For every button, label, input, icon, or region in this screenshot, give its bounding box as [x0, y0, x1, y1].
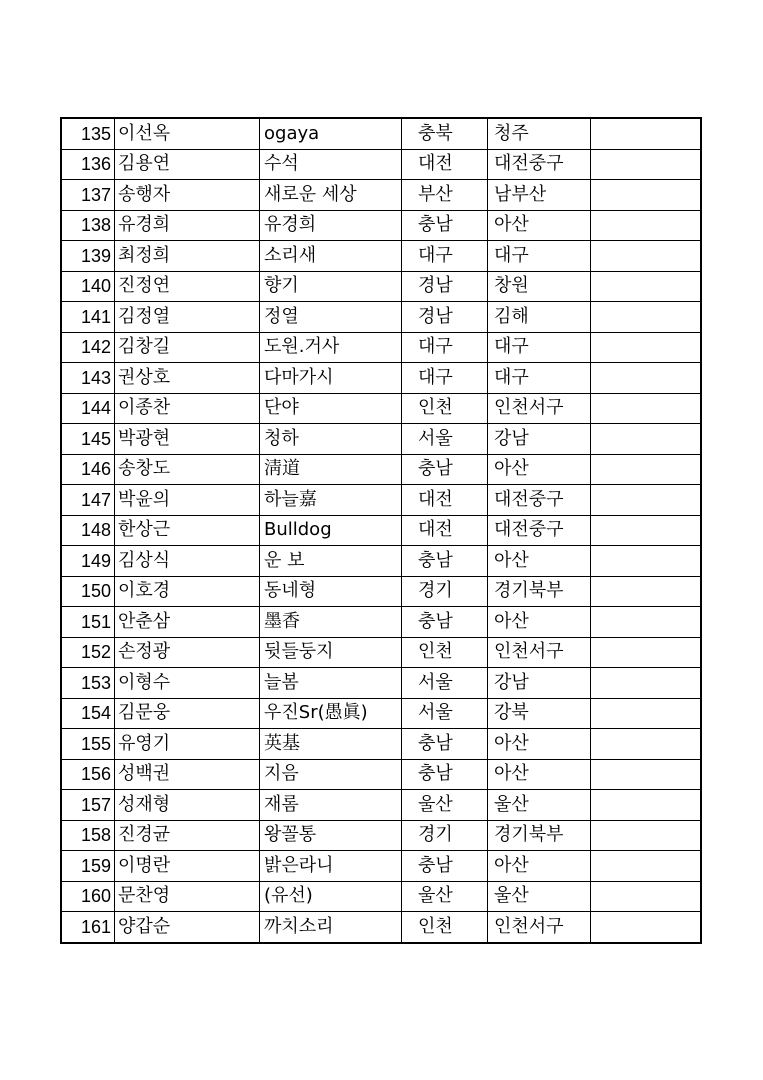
- city-cell: 대전중구: [488, 149, 591, 180]
- table-row: [61, 118, 701, 149]
- city-cell: 경기북부: [488, 576, 591, 607]
- nickname-cell: 墨香: [260, 607, 402, 638]
- table-row: [61, 637, 701, 668]
- region-cell: 충남: [402, 607, 488, 638]
- row-number-cell: 142: [61, 332, 115, 363]
- city-cell: 김해: [488, 302, 591, 333]
- city-cell: 대구: [488, 241, 591, 272]
- member-name-cell: 이선옥: [115, 118, 260, 149]
- region-cell: 서울: [402, 424, 488, 455]
- row-number-cell: 155: [61, 729, 115, 760]
- table-row: [61, 363, 701, 394]
- note-cell: [591, 576, 702, 607]
- table-row: [61, 271, 701, 302]
- nickname-cell: 동네형: [260, 576, 402, 607]
- region-cell: 경기: [402, 820, 488, 851]
- note-cell: [591, 515, 702, 546]
- row-number-cell: 156: [61, 759, 115, 790]
- member-name-cell: 송창도: [115, 454, 260, 485]
- table-row: [61, 881, 701, 912]
- nickname-cell: 淸道: [260, 454, 402, 485]
- row-number-cell: 149: [61, 546, 115, 577]
- city-cell: 울산: [488, 790, 591, 821]
- city-cell: 강북: [488, 698, 591, 729]
- member-name-cell: 권상호: [115, 363, 260, 394]
- table-row: [61, 393, 701, 424]
- region-cell: 충남: [402, 851, 488, 882]
- region-cell: 울산: [402, 881, 488, 912]
- note-cell: [591, 820, 702, 851]
- row-number-cell: 145: [61, 424, 115, 455]
- nickname-cell: Bulldog: [260, 515, 402, 546]
- region-cell: 경남: [402, 302, 488, 333]
- member-name-cell: 최정희: [115, 241, 260, 272]
- region-cell: 충남: [402, 546, 488, 577]
- member-name-cell: 이호경: [115, 576, 260, 607]
- member-name-cell: 송행자: [115, 180, 260, 211]
- member-table-body: [61, 118, 701, 943]
- city-cell: 강남: [488, 668, 591, 699]
- nickname-cell: 도원.거사: [260, 332, 402, 363]
- region-cell: 충남: [402, 210, 488, 241]
- table-row: [61, 820, 701, 851]
- region-cell: 대구: [402, 332, 488, 363]
- member-name-cell: 진경균: [115, 820, 260, 851]
- city-cell: 인천서구: [488, 637, 591, 668]
- nickname-cell: 밝은라니: [260, 851, 402, 882]
- note-cell: [591, 454, 702, 485]
- city-cell: 아산: [488, 546, 591, 577]
- member-name-cell: 유영기: [115, 729, 260, 760]
- member-name-cell: 김창길: [115, 332, 260, 363]
- nickname-cell: 까치소리: [260, 912, 402, 943]
- table-row: [61, 485, 701, 516]
- note-cell: [591, 180, 702, 211]
- row-number-cell: 150: [61, 576, 115, 607]
- row-number-cell: 136: [61, 149, 115, 180]
- nickname-cell: 수석: [260, 149, 402, 180]
- city-cell: 남부산: [488, 180, 591, 211]
- nickname-cell: 늘봄: [260, 668, 402, 699]
- row-number-cell: 159: [61, 851, 115, 882]
- note-cell: [591, 485, 702, 516]
- member-name-cell: 박윤의: [115, 485, 260, 516]
- note-cell: [591, 851, 702, 882]
- row-number-cell: 147: [61, 485, 115, 516]
- region-cell: 대구: [402, 241, 488, 272]
- region-cell: 서울: [402, 698, 488, 729]
- city-cell: 강남: [488, 424, 591, 455]
- row-number-cell: 154: [61, 698, 115, 729]
- row-number-cell: 151: [61, 607, 115, 638]
- note-cell: [591, 241, 702, 272]
- city-cell: 대구: [488, 332, 591, 363]
- region-cell: 대전: [402, 149, 488, 180]
- row-number-cell: 137: [61, 180, 115, 211]
- nickname-cell: 운 보: [260, 546, 402, 577]
- region-cell: 인천: [402, 912, 488, 943]
- note-cell: [591, 912, 702, 943]
- member-name-cell: 김상식: [115, 546, 260, 577]
- member-name-cell: 손정광: [115, 637, 260, 668]
- note-cell: [591, 668, 702, 699]
- region-cell: 울산: [402, 790, 488, 821]
- city-cell: 대전중구: [488, 485, 591, 516]
- city-cell: 아산: [488, 210, 591, 241]
- note-cell: [591, 149, 702, 180]
- member-name-cell: 김정열: [115, 302, 260, 333]
- nickname-cell: 뒷들둥지: [260, 637, 402, 668]
- member-name-cell: 안춘삼: [115, 607, 260, 638]
- city-cell: 아산: [488, 454, 591, 485]
- region-cell: 경기: [402, 576, 488, 607]
- row-number-cell: 144: [61, 393, 115, 424]
- city-cell: 청주: [488, 118, 591, 149]
- row-number-cell: 161: [61, 912, 115, 943]
- note-cell: [591, 118, 702, 149]
- nickname-cell: 유경희: [260, 210, 402, 241]
- member-name-cell: 성재형: [115, 790, 260, 821]
- row-number-cell: 143: [61, 363, 115, 394]
- table-row: [61, 515, 701, 546]
- table-row: [61, 790, 701, 821]
- row-number-cell: 153: [61, 668, 115, 699]
- region-cell: 대구: [402, 363, 488, 394]
- nickname-cell: 재롬: [260, 790, 402, 821]
- member-name-cell: 문찬영: [115, 881, 260, 912]
- row-number-cell: 152: [61, 637, 115, 668]
- table-row: [61, 454, 701, 485]
- region-cell: 대전: [402, 515, 488, 546]
- table-row: [61, 698, 701, 729]
- member-name-cell: 이종찬: [115, 393, 260, 424]
- note-cell: [591, 698, 702, 729]
- table-row: [61, 912, 701, 943]
- table-row: [61, 332, 701, 363]
- region-cell: 충남: [402, 454, 488, 485]
- city-cell: 울산: [488, 881, 591, 912]
- member-name-cell: 양갑순: [115, 912, 260, 943]
- nickname-cell: 우진Sr(愚眞): [260, 698, 402, 729]
- city-cell: 아산: [488, 607, 591, 638]
- table-row: [61, 851, 701, 882]
- city-cell: 인천서구: [488, 912, 591, 943]
- region-cell: 서울: [402, 668, 488, 699]
- city-cell: 경기북부: [488, 820, 591, 851]
- note-cell: [591, 210, 702, 241]
- row-number-cell: 141: [61, 302, 115, 333]
- table-row: [61, 241, 701, 272]
- table-row: [61, 759, 701, 790]
- member-name-cell: 이명란: [115, 851, 260, 882]
- member-name-cell: 박광현: [115, 424, 260, 455]
- table-row: [61, 607, 701, 638]
- member-name-cell: 이형수: [115, 668, 260, 699]
- note-cell: [591, 881, 702, 912]
- note-cell: [591, 790, 702, 821]
- row-number-cell: 146: [61, 454, 115, 485]
- table-row: [61, 149, 701, 180]
- region-cell: 부산: [402, 180, 488, 211]
- nickname-cell: 왕꼴통: [260, 820, 402, 851]
- table-row: [61, 668, 701, 699]
- city-cell: 아산: [488, 729, 591, 760]
- note-cell: [591, 332, 702, 363]
- nickname-cell: 지음: [260, 759, 402, 790]
- note-cell: [591, 271, 702, 302]
- city-cell: 인천서구: [488, 393, 591, 424]
- nickname-cell: 단야: [260, 393, 402, 424]
- city-cell: 창원: [488, 271, 591, 302]
- note-cell: [591, 302, 702, 333]
- nickname-cell: 새로운 세상: [260, 180, 402, 211]
- row-number-cell: 157: [61, 790, 115, 821]
- row-number-cell: 148: [61, 515, 115, 546]
- nickname-cell: 하늘嘉: [260, 485, 402, 516]
- table-row: [61, 729, 701, 760]
- row-number-cell: 140: [61, 271, 115, 302]
- note-cell: [591, 637, 702, 668]
- region-cell: 인천: [402, 637, 488, 668]
- note-cell: [591, 729, 702, 760]
- note-cell: [591, 607, 702, 638]
- note-cell: [591, 363, 702, 394]
- city-cell: 아산: [488, 759, 591, 790]
- table-row: [61, 210, 701, 241]
- row-number-cell: 138: [61, 210, 115, 241]
- row-number-cell: 158: [61, 820, 115, 851]
- table-row: [61, 424, 701, 455]
- note-cell: [591, 546, 702, 577]
- note-cell: [591, 759, 702, 790]
- member-name-cell: 한상근: [115, 515, 260, 546]
- region-cell: 충남: [402, 729, 488, 760]
- city-cell: 대구: [488, 363, 591, 394]
- row-number-cell: 139: [61, 241, 115, 272]
- region-cell: 인천: [402, 393, 488, 424]
- member-name-cell: 김문웅: [115, 698, 260, 729]
- table-row: [61, 576, 701, 607]
- row-number-cell: 135: [61, 118, 115, 149]
- nickname-cell: 소리새: [260, 241, 402, 272]
- table-row: [61, 302, 701, 333]
- nickname-cell: 정열: [260, 302, 402, 333]
- member-name-cell: 성백권: [115, 759, 260, 790]
- region-cell: 대전: [402, 485, 488, 516]
- table-row: [61, 180, 701, 211]
- region-cell: 충남: [402, 759, 488, 790]
- city-cell: 아산: [488, 851, 591, 882]
- region-cell: 경남: [402, 271, 488, 302]
- table-row: [61, 546, 701, 577]
- note-cell: [591, 393, 702, 424]
- city-cell: 대전중구: [488, 515, 591, 546]
- region-cell: 충북: [402, 118, 488, 149]
- nickname-cell: ogaya: [260, 118, 402, 149]
- member-name-cell: 유경희: [115, 210, 260, 241]
- nickname-cell: 청하: [260, 424, 402, 455]
- member-name-cell: 진정연: [115, 271, 260, 302]
- nickname-cell: (유선): [260, 881, 402, 912]
- nickname-cell: 英基: [260, 729, 402, 760]
- nickname-cell: 향기: [260, 271, 402, 302]
- row-number-cell: 160: [61, 881, 115, 912]
- note-cell: [591, 424, 702, 455]
- nickname-cell: 다마가시: [260, 363, 402, 394]
- member-name-cell: 김용연: [115, 149, 260, 180]
- member-table: [60, 117, 702, 944]
